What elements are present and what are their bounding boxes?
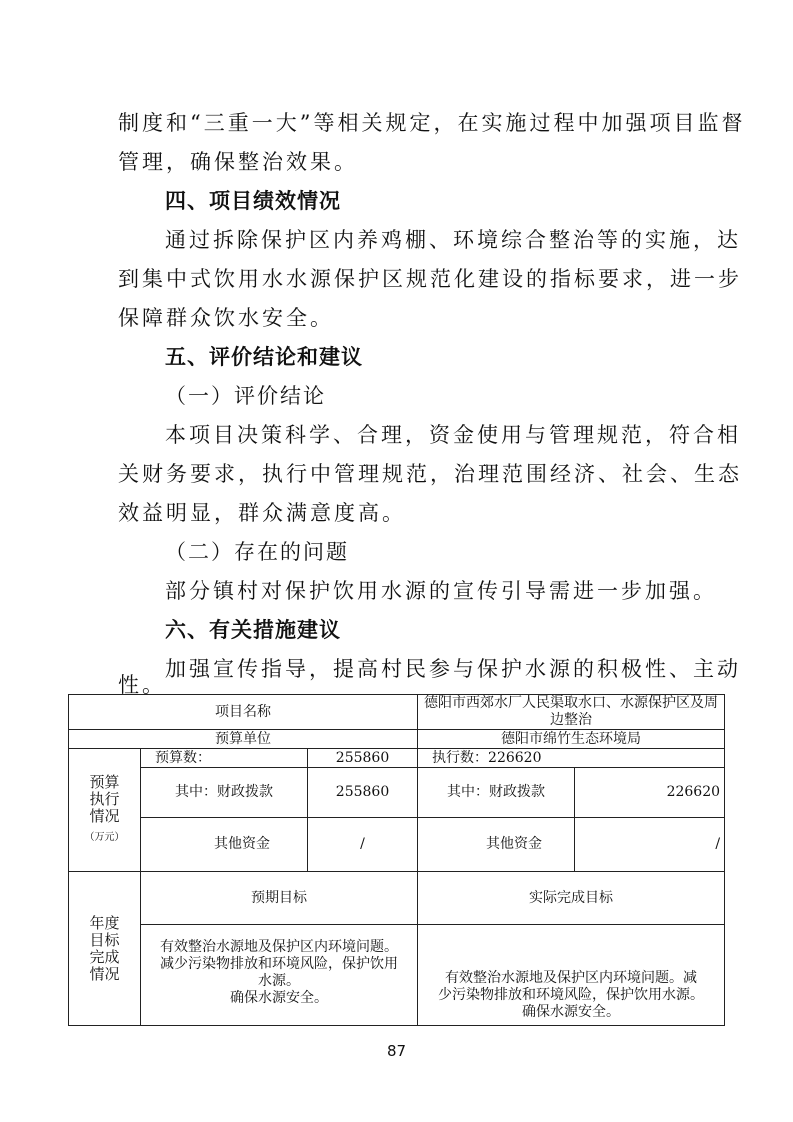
body-text-line: 部分镇村对保护饮用水源的宣传引导需进一步加强。 — [165, 579, 717, 603]
budget-amount-value: 255860 — [308, 749, 418, 768]
body-text-line: 保障群众饮水安全。 — [118, 306, 334, 330]
body-text-line: 关财务要求，执行中管理规范，治理范围经济、社会、生态 — [118, 462, 742, 486]
annual-goal-label-part: 目标 — [89, 930, 120, 949]
page-number: 87 — [386, 1042, 407, 1060]
other-funds-exec-value: / — [575, 818, 725, 872]
expected-goal-line: 减少污染物排放和环境风险，保护饮用 — [160, 956, 399, 972]
project-name-value: 德阳市西郊水厂人民渠取水口、水源保护区及周边整治 — [418, 695, 725, 730]
budget-unit-value: 德阳市绵竹生态环境局 — [418, 730, 725, 749]
subsection-heading: （二）存在的问题 — [165, 540, 349, 564]
expected-goal-text — [141, 925, 418, 1026]
table-row — [69, 695, 725, 730]
budget-exec-label-part: 执行 — [89, 790, 120, 808]
body-text-line: 效益明显，群众满意度高。 — [118, 501, 406, 525]
body-text-line: 管理，确保整治效果。 — [118, 150, 358, 174]
fiscal-label-exec: 其中：财政拨款 — [418, 768, 575, 818]
budget-exec-label-part: 情况 — [89, 807, 120, 825]
exec-amount-label: 执行数：226620 — [418, 749, 725, 768]
table-row — [69, 872, 725, 925]
other-funds-budget-value: / — [308, 818, 418, 872]
budget-exec-label — [69, 749, 141, 872]
section-heading: 五、评价结论和建议 — [165, 345, 363, 369]
section-heading: 四、项目绩效情况 — [165, 189, 341, 213]
fiscal-label: 其中：财政拨款 — [141, 768, 308, 818]
annual-goal-label — [69, 872, 141, 1026]
table-row — [69, 925, 725, 1026]
actual-goal-header: 实际完成目标 — [418, 872, 725, 925]
actual-goal-line: 确保水源安全。 — [522, 1004, 621, 1020]
annual-goal-label-part: 情况 — [89, 964, 120, 983]
expected-goal-header: 预期目标 — [141, 872, 418, 925]
budget-unit-label: 预算单位 — [69, 730, 418, 749]
section-heading: 六、有关措施建议 — [165, 618, 341, 642]
body-text-line: 本项目决策科学、合理，资金使用与管理规范，符合相 — [165, 423, 741, 447]
expected-goal-line: 有效整治水源地及保护区内环境问题。 — [160, 939, 399, 955]
actual-goal-text — [418, 925, 725, 1026]
expected-goal-line: 确保水源安全。 — [230, 990, 329, 1006]
budget-amount-label: 预算数： — [141, 749, 308, 768]
table-row — [69, 749, 725, 768]
table-row — [69, 768, 725, 818]
actual-goal-line: 少污染物排放和环境风险，保护饮用水源。 — [438, 987, 705, 1003]
annual-goal-label-part: 完成 — [89, 947, 120, 966]
other-funds-label: 其他资金 — [141, 818, 308, 872]
fiscal-budget-value: 255860 — [308, 768, 418, 818]
table-row — [69, 730, 725, 749]
expected-goal-line: 水源。 — [258, 973, 301, 989]
body-text-line: 通过拆除保护区内养鸡棚、环境综合整治等的实施，达 — [165, 228, 741, 252]
table-row — [69, 818, 725, 872]
annual-goal-label-part: 年度 — [89, 913, 120, 932]
budget-exec-unit: （万元） — [84, 832, 125, 843]
body-text-line: 加强宣传指导，提高村民参与保护水源的积极性、主动 — [165, 657, 741, 681]
body-text-line: 到集中式饮用水水源保护区规范化建设的指标要求，进一步 — [118, 267, 742, 291]
project-name-label: 项目名称 — [69, 695, 418, 730]
body-text-line: 制度和“三重一大”等相关规定，在实施过程中加强项目监督 — [118, 111, 746, 135]
subsection-heading: （一）评价结论 — [165, 384, 326, 408]
other-funds-label-exec: 其他资金 — [418, 818, 575, 872]
fiscal-exec-value: 226620 — [575, 768, 725, 818]
performance-table — [68, 694, 725, 1026]
budget-exec-label-part: 预算 — [89, 773, 120, 791]
body-text-span: 性。 — [118, 673, 166, 697]
actual-goal-line: 有效整治水源地及保护区内环境问题。减 — [445, 970, 698, 986]
